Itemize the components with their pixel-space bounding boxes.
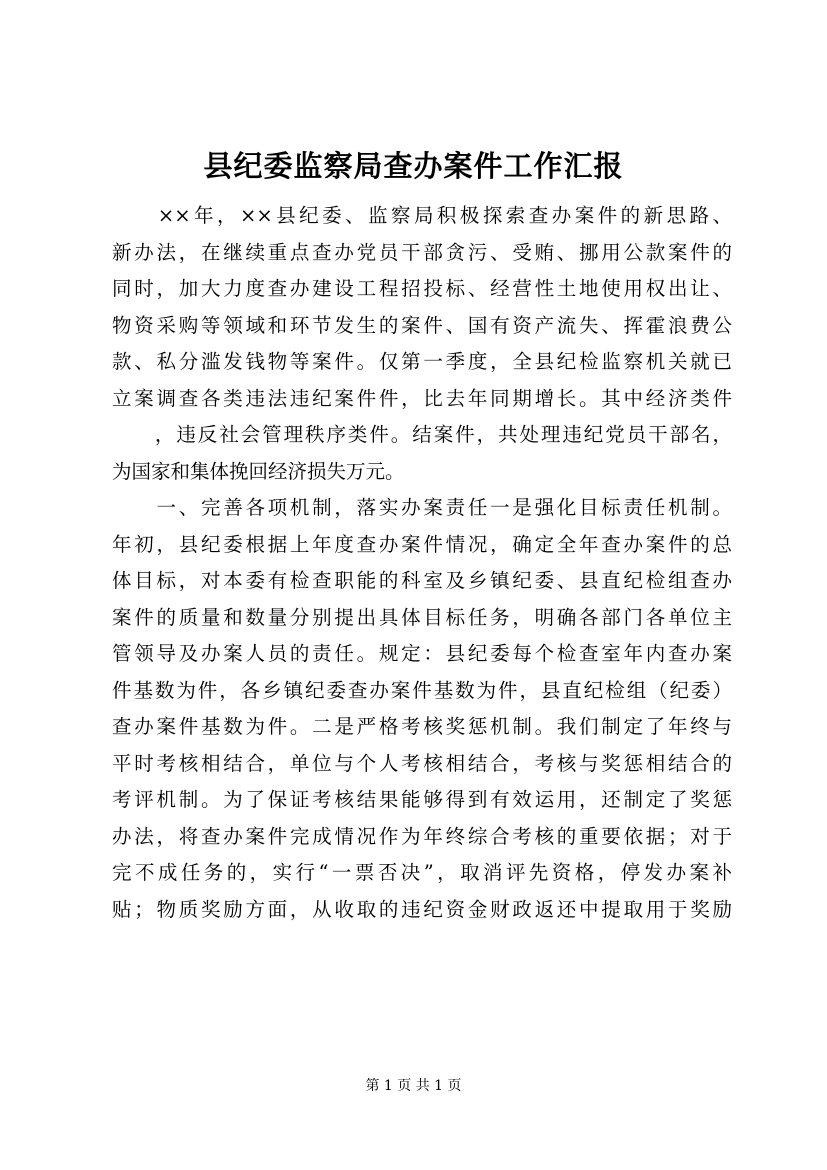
body-line: 一、完善各项机制，落实办案责任一是强化目标责任机制。: [112, 496, 732, 519]
document-body: [112, 198, 732, 928]
body-line: 贴；物质奖励方面，从收取的违纪资金财政返还中提取用于奖励: [112, 897, 732, 921]
body-line: ，违反社会管理秩序类件。结案件，共处理违纪党员干部名，: [112, 423, 732, 446]
body-line: 平时考核相结合，单位与个人考核相结合，考核与奖惩相结合的: [112, 751, 732, 775]
document-title: 县纪委监察局查办案件工作汇报: [203, 149, 624, 183]
body-line: 办法，将查办案件完成情况作为年终综合考核的重要依据；对于: [112, 824, 732, 848]
body-line: 款、私分滥发钱物等案件。仅第一季度，全县纪检监察机关就已: [112, 350, 732, 373]
body-line: 完不成任务的，实行“一票否决”，取消评先资格，停发办案补: [112, 861, 732, 884]
body-line: 体目标，对本委有检查职能的科室及乡镇纪委、县直纪检组查办: [112, 569, 732, 592]
body-line: 查办案件基数为件。二是严格考核奖惩机制。我们制定了年终与: [112, 715, 732, 738]
body-line: ××年，××县纪委、监察局积极探索查办案件的新思路、: [112, 204, 732, 227]
body-line: 年初，县纪委根据上年度查办案件情况，确定全年查办案件的总: [112, 532, 732, 556]
body-line: 新办法，在继续重点查办党员干部贪污、受贿、挪用公款案件的: [112, 240, 732, 264]
body-line: 为国家和集体挽回经济损失万元。: [112, 459, 405, 483]
body-line: 件基数为件，各乡镇纪委查办案件基数为件，县直纪检组（纪委）: [112, 678, 732, 702]
page-number-footer: 第 1 页 共 1 页: [365, 1078, 462, 1094]
body-line: 物资采购等领域和环节发生的案件、国有资产流失、挥霍浪费公: [112, 313, 732, 337]
body-line: 案件的质量和数量分别提出具体目标任务，明确各部门各单位主: [112, 605, 732, 629]
body-line: 立案调查各类违法违纪案件件，比去年同期增长。其中经济类件: [112, 386, 732, 410]
body-line: 同时，加大力度查办建设工程招投标、经营性土地使用权出让、: [112, 277, 732, 300]
body-line: 考评机制。为了保证考核结果能够得到有效运用，还制定了奖惩: [112, 788, 732, 811]
body-line: 管领导及办案人员的责任。规定：县纪委每个检查室年内查办案: [112, 642, 732, 665]
